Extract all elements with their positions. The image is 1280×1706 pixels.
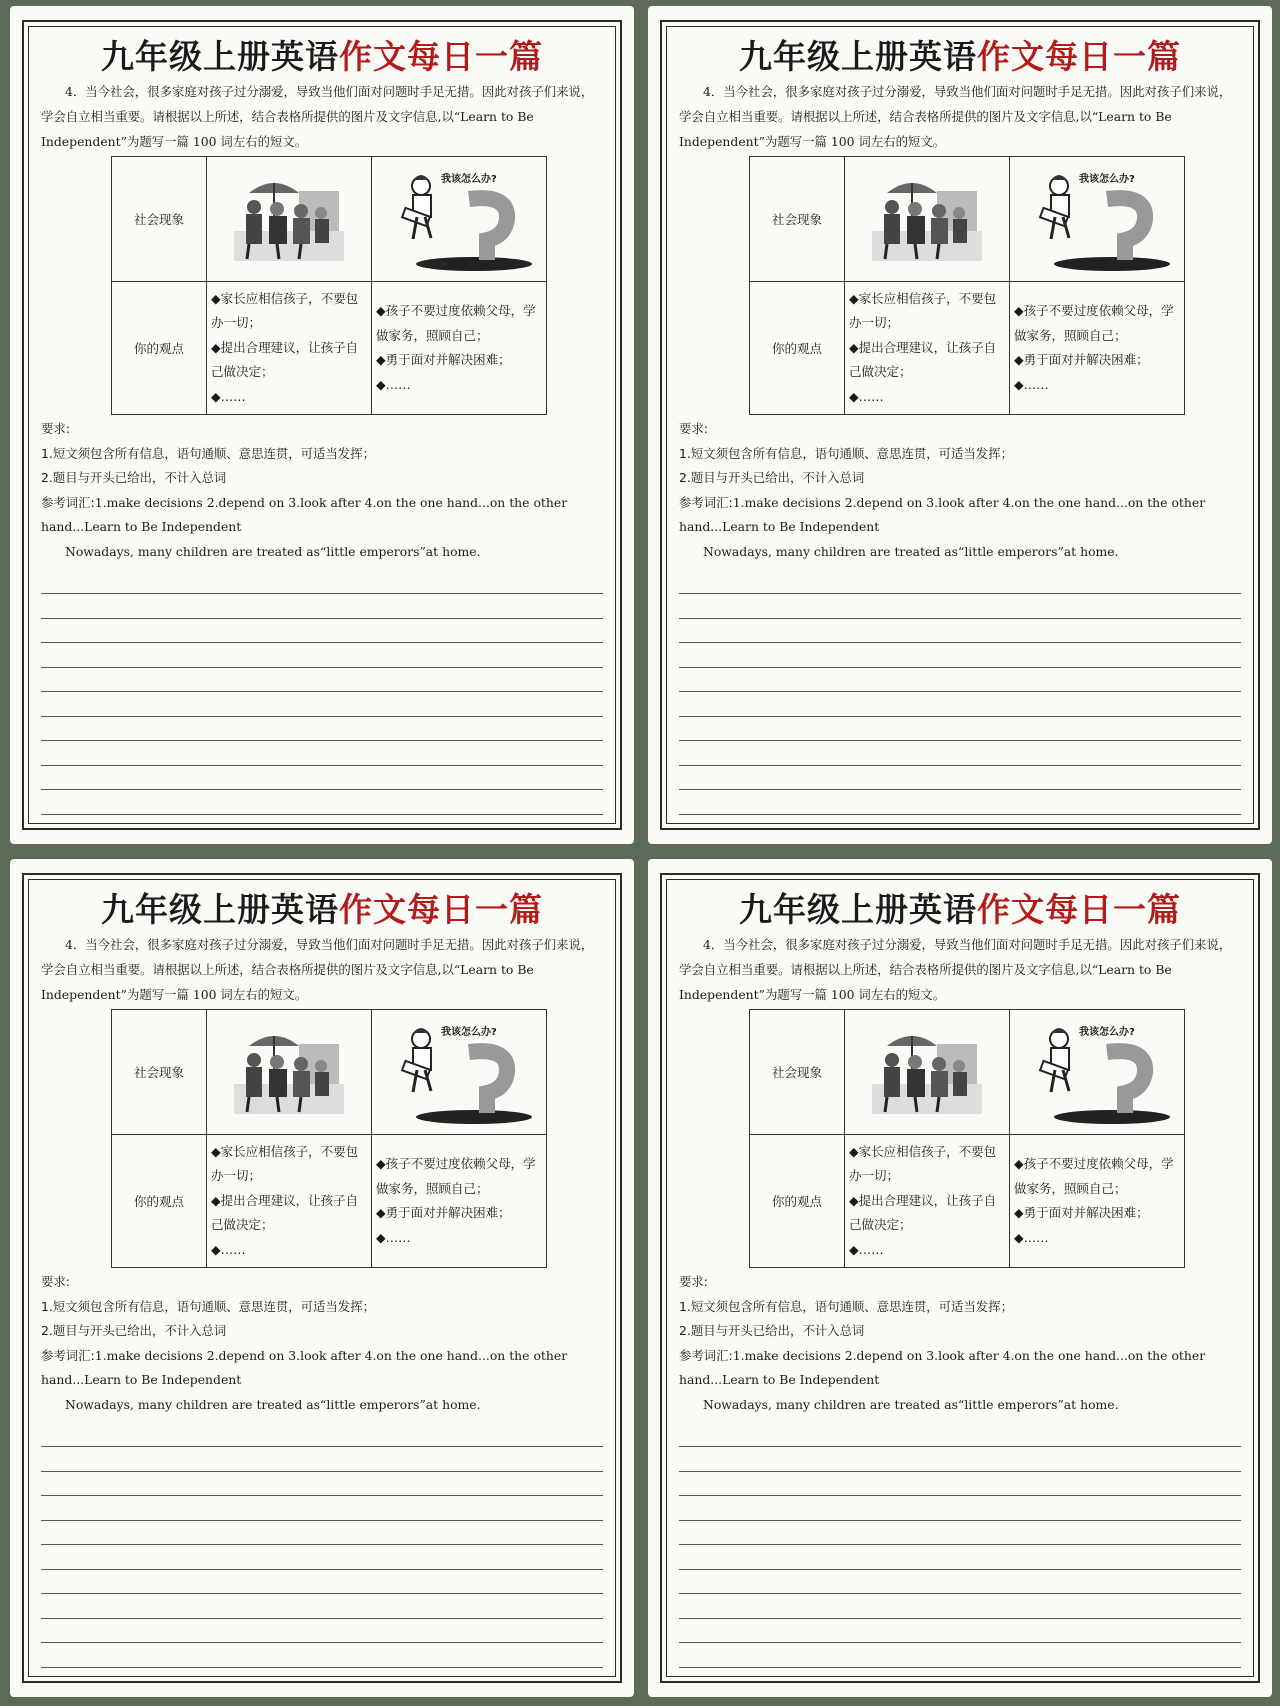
writing-line — [679, 1643, 1241, 1668]
writing-line — [41, 741, 603, 766]
title-red: 作文每日一篇 — [977, 890, 1181, 929]
requirements-heading: 要求: — [679, 1274, 708, 1289]
writing-line — [679, 1447, 1241, 1472]
writing-line — [679, 790, 1241, 815]
writing-line — [41, 1423, 603, 1448]
title-black: 九年级上册英语 — [739, 37, 977, 76]
inner-border — [666, 26, 1254, 824]
prompt-text: 4．当今社会，很多家庭对孩子过分溺爱，导致当他们面对问题时手足无措。因此对孩子们来说，学会自立相当重要。请根据以上所述，结合表格所提供的图片及文字信息,以“Learn to Be Independent”为题写一篇 100 词左右的短文。 — [41, 937, 594, 1002]
requirement-1: 1.短文须包含所有信息，语句通顺、意思连贯，可适当发挥； — [41, 1298, 375, 1314]
requirement-2: 2.题目与开头已给出，不计入总词 — [41, 1323, 227, 1338]
opinion-parents-3: ◆…… — [849, 1241, 884, 1257]
opinion-parents — [207, 282, 372, 415]
opinion-parents-3: ◆…… — [849, 388, 884, 404]
opinion-parents — [207, 1135, 372, 1268]
info-table — [111, 156, 547, 415]
opinion-children — [372, 1135, 547, 1268]
vocabulary — [679, 491, 1241, 540]
writing-line — [41, 594, 603, 619]
vocab-list: 1.make decisions 2.depend on 3.look after 4.on the one hand...on the other hand...Learn to Be Independent — [41, 1347, 568, 1387]
title-red: 作文每日一篇 — [339, 890, 543, 929]
writing-line — [679, 1619, 1241, 1644]
writing-line — [679, 643, 1241, 668]
worksheet-title — [41, 37, 603, 77]
opening-sentence: Nowadays, many children are treated as“little emperors”at home. — [703, 1396, 1119, 1412]
outer-border — [660, 873, 1260, 1683]
opinion-parents-3: ◆…… — [211, 1241, 246, 1257]
row-label-opinion: 你的观点 — [750, 1135, 845, 1268]
writing-lines — [41, 570, 603, 815]
opinion-children-2: ◆勇于面对并解决困难； — [1014, 1205, 1149, 1220]
writing-line — [41, 1447, 603, 1472]
vocab-label: 参考词汇: — [41, 1347, 95, 1363]
opinion-children-1: ◆孩子不要过度依赖父母，学做家务，照顾自己； — [376, 303, 536, 343]
prompt-text: 4．当今社会，很多家庭对孩子过分溺爱，导致当他们面对问题时手足无措。因此对孩子们来说，学会自立相当重要。请根据以上所述，结合表格所提供的图片及文字信息,以“Learn to Be Independent”为题写一篇 100 词左右的短文。 — [679, 937, 1232, 1002]
opinion-parents-2: ◆提出合理建议，让孩子自己做决定； — [211, 339, 359, 380]
row-label-phenomenon: 社会现象 — [750, 1010, 845, 1135]
worksheet-top-right — [648, 6, 1272, 844]
inner-border — [28, 26, 616, 824]
title-black: 九年级上册英语 — [101, 37, 339, 76]
title-black: 九年级上册英语 — [739, 890, 977, 929]
writing-line — [41, 1619, 603, 1644]
opinion-parents-2: ◆提出合理建议，让孩子自己做决定； — [849, 1192, 997, 1233]
writing-line — [41, 1570, 603, 1595]
cartoon-overprotective-family — [207, 157, 372, 282]
cartoon-confused-child — [372, 157, 547, 282]
requirement-1: 1.短文须包含所有信息，语句通顺、意思连贯，可适当发挥； — [679, 445, 1013, 461]
opinion-parents — [845, 282, 1010, 415]
info-table — [749, 1009, 1185, 1268]
inner-border — [28, 879, 616, 1677]
writing-line — [41, 1521, 603, 1546]
vocab-list: 1.make decisions 2.depend on 3.look after 4.on the one hand...on the other hand...Learn to Be Independent — [679, 494, 1206, 534]
writing-line — [41, 619, 603, 644]
row-label-opinion: 你的观点 — [750, 282, 845, 415]
writing-line — [41, 1496, 603, 1521]
writing-line — [679, 1521, 1241, 1546]
vocabulary — [41, 1344, 603, 1393]
writing-line — [679, 619, 1241, 644]
requirements — [41, 1270, 603, 1393]
opinion-parents-1: ◆家长应相信孩子，不要包办一切； — [211, 290, 359, 331]
cartoon-confused-child — [372, 1010, 547, 1135]
opinion-parents-1: ◆家长应相信孩子，不要包办一切； — [849, 290, 997, 331]
prompt-text: 4．当今社会，很多家庭对孩子过分溺爱，导致当他们面对问题时手足无措。因此对孩子们来说，学会自立相当重要。请根据以上所述，结合表格所提供的图片及文字信息,以“Learn to Be Independent”为题写一篇 100 词左右的短文。 — [679, 84, 1232, 149]
title-black: 九年级上册英语 — [101, 890, 339, 929]
vocab-list: 1.make decisions 2.depend on 3.look after 4.on the one hand...on the other hand...Learn to Be Independent — [41, 494, 568, 534]
opinion-children-3: ◆…… — [376, 376, 411, 392]
vocab-label: 参考词汇: — [679, 494, 733, 510]
requirement-2: 2.题目与开头已给出，不计入总词 — [679, 470, 865, 485]
prompt-text: 4．当今社会，很多家庭对孩子过分溺爱，导致当他们面对问题时手足无措。因此对孩子们来说，学会自立相当重要。请根据以上所述，结合表格所提供的图片及文字信息,以“Learn to Be Independent”为题写一篇 100 词左右的短文。 — [41, 84, 594, 149]
writing-line — [679, 668, 1241, 693]
writing-line — [679, 1570, 1241, 1595]
opinion-children-1: ◆孩子不要过度依赖父母，学做家务，照顾自己； — [376, 1156, 536, 1196]
writing-line — [41, 692, 603, 717]
cartoon-overprotective-family — [207, 1010, 372, 1135]
requirement-1: 1.短文须包含所有信息，语句通顺、意思连贯，可适当发挥； — [41, 445, 375, 461]
writing-line — [679, 766, 1241, 791]
worksheet-title — [679, 37, 1241, 77]
worksheet-title — [679, 890, 1241, 930]
writing-line — [41, 570, 603, 595]
writing-line — [679, 1472, 1241, 1497]
writing-line — [41, 766, 603, 791]
worksheet-content — [679, 886, 1241, 1670]
opinion-parents-1: ◆家长应相信孩子，不要包办一切； — [211, 1143, 359, 1184]
row-label-phenomenon: 社会现象 — [750, 157, 845, 282]
opening-sentence: Nowadays, many children are treated as“little emperors”at home. — [65, 543, 481, 559]
vocabulary — [41, 491, 603, 540]
writing-line — [679, 594, 1241, 619]
opinion-parents — [845, 1135, 1010, 1268]
title-red: 作文每日一篇 — [977, 37, 1181, 76]
row-label-phenomenon: 社会现象 — [112, 1010, 207, 1135]
speech-bubble-text: 我该怎么办? — [1079, 1027, 1135, 1038]
writing-line — [679, 1496, 1241, 1521]
title-red: 作文每日一篇 — [339, 37, 543, 76]
opening-sentence: Nowadays, many children are treated as“little emperors”at home. — [703, 543, 1119, 559]
requirements-heading: 要求: — [41, 1274, 70, 1289]
outer-border — [22, 20, 622, 830]
writing-line — [41, 1472, 603, 1497]
requirements-heading: 要求: — [41, 421, 70, 436]
worksheet-content — [679, 33, 1241, 817]
vocabulary — [679, 1344, 1241, 1393]
inner-border — [666, 879, 1254, 1677]
requirements — [679, 417, 1241, 540]
writing-line — [41, 668, 603, 693]
vocab-label: 参考词汇: — [41, 494, 95, 510]
row-label-opinion: 你的观点 — [112, 1135, 207, 1268]
writing-line — [41, 1594, 603, 1619]
writing-line — [679, 1423, 1241, 1448]
vocab-label: 参考词汇: — [679, 1347, 733, 1363]
vocab-list: 1.make decisions 2.depend on 3.look after 4.on the one hand...on the other hand...Learn to Be Independent — [679, 1347, 1206, 1387]
row-label-opinion: 你的观点 — [112, 282, 207, 415]
writing-line — [679, 570, 1241, 595]
opinion-children — [1010, 1135, 1185, 1268]
requirements — [41, 417, 603, 540]
writing-line — [679, 1545, 1241, 1570]
opinion-parents-2: ◆提出合理建议，让孩子自己做决定； — [211, 1192, 359, 1233]
worksheet-content — [41, 886, 603, 1670]
writing-line — [41, 1643, 603, 1668]
writing-lines — [679, 570, 1241, 815]
opinion-children — [372, 282, 547, 415]
writing-line — [679, 741, 1241, 766]
writing-line — [41, 1545, 603, 1570]
opinion-parents-1: ◆家长应相信孩子，不要包办一切； — [849, 1143, 997, 1184]
worksheet-content — [41, 33, 603, 817]
requirements — [679, 1270, 1241, 1393]
outer-border — [660, 20, 1260, 830]
cartoon-confused-child — [1010, 157, 1185, 282]
writing-line — [41, 643, 603, 668]
info-table — [111, 1009, 547, 1268]
cartoon-overprotective-family — [845, 1010, 1010, 1135]
opinion-children-3: ◆…… — [1014, 1229, 1049, 1245]
speech-bubble-text: 我该怎么办? — [441, 174, 497, 185]
cartoon-overprotective-family — [845, 157, 1010, 282]
requirement-1: 1.短文须包含所有信息，语句通顺、意思连贯，可适当发挥； — [679, 1298, 1013, 1314]
opinion-parents-3: ◆…… — [211, 388, 246, 404]
cartoon-confused-child — [1010, 1010, 1185, 1135]
row-label-phenomenon: 社会现象 — [112, 157, 207, 282]
worksheet-top-left — [10, 6, 634, 844]
speech-bubble-text: 我该怎么办? — [1079, 174, 1135, 185]
opening-sentence: Nowadays, many children are treated as“little emperors”at home. — [65, 1396, 481, 1412]
writing-lines — [679, 1423, 1241, 1668]
info-table — [749, 156, 1185, 415]
writing-line — [679, 1594, 1241, 1619]
opinion-children — [1010, 282, 1185, 415]
opinion-children-2: ◆勇于面对并解决困难； — [376, 352, 511, 367]
writing-line — [679, 692, 1241, 717]
opinion-children-1: ◆孩子不要过度依赖父母，学做家务，照顾自己； — [1014, 1156, 1174, 1196]
opinion-children-3: ◆…… — [376, 1229, 411, 1245]
outer-border — [22, 873, 622, 1683]
requirement-2: 2.题目与开头已给出，不计入总词 — [679, 1323, 865, 1338]
opinion-children-2: ◆勇于面对并解决困难； — [1014, 352, 1149, 367]
requirement-2: 2.题目与开头已给出，不计入总词 — [41, 470, 227, 485]
opinion-children-2: ◆勇于面对并解决困难； — [376, 1205, 511, 1220]
requirements-heading: 要求: — [679, 421, 708, 436]
worksheet-title — [41, 890, 603, 930]
opinion-children-1: ◆孩子不要过度依赖父母，学做家务，照顾自己； — [1014, 303, 1174, 343]
writing-lines — [41, 1423, 603, 1668]
writing-line — [679, 717, 1241, 742]
worksheet-bottom-left — [10, 859, 634, 1697]
opinion-parents-2: ◆提出合理建议，让孩子自己做决定； — [849, 339, 997, 380]
speech-bubble-text: 我该怎么办? — [441, 1027, 497, 1038]
writing-line — [41, 790, 603, 815]
writing-line — [41, 717, 603, 742]
worksheet-bottom-right — [648, 859, 1272, 1697]
opinion-children-3: ◆…… — [1014, 376, 1049, 392]
